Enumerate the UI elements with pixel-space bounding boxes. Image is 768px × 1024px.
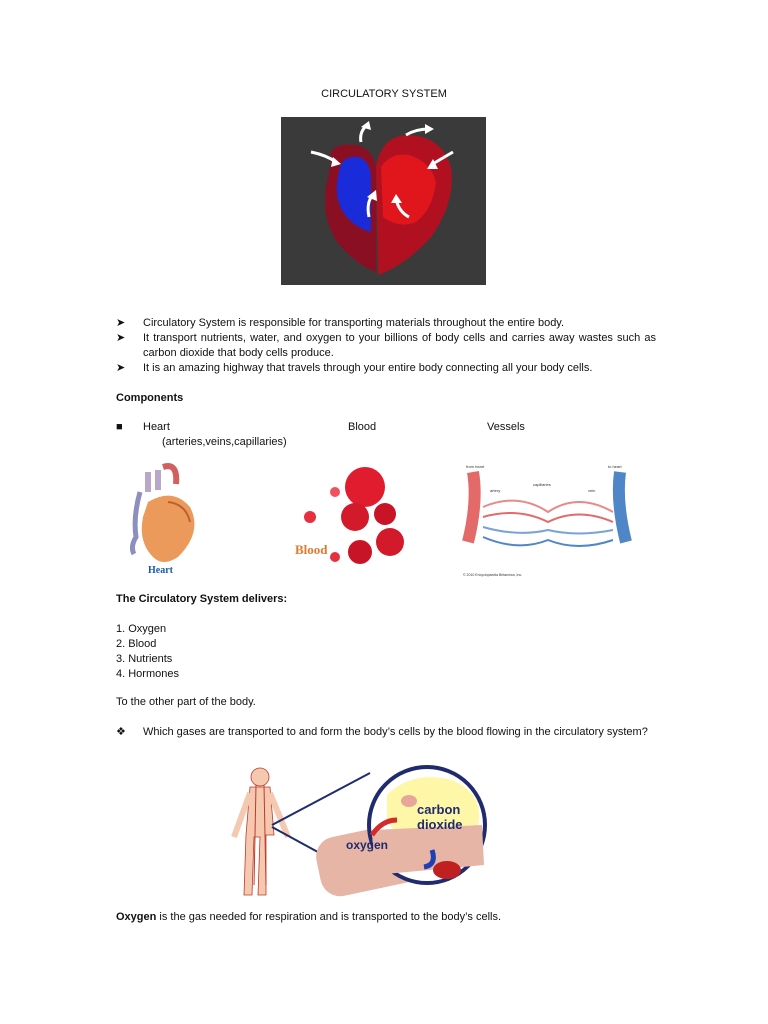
gas-exchange-image [222, 765, 504, 905]
list-item: 3. Nutrients [116, 653, 173, 665]
dioxide-label: dioxide [417, 817, 463, 832]
vessels-capillaries-label: capillaries [533, 482, 551, 487]
conclusion-bold: Oxygen [116, 911, 157, 923]
intro-bullet-list [116, 316, 656, 376]
heart-image [118, 462, 208, 580]
heart-diagram-image [281, 117, 486, 285]
conclusion-rest: is the gas needed for respiration and is transported to the body’s cells. [156, 911, 502, 923]
arrow-bullet-icon: ➤ [116, 317, 126, 329]
blood-image [290, 462, 410, 572]
vessels-from-heart-label: from heart [466, 464, 485, 469]
vessels-to-heart-label: to heart [608, 464, 622, 469]
vessels-note: (arteries,veins,capillaries) [162, 436, 287, 448]
arrow-bullet-icon: ➤ [116, 362, 126, 374]
vessels-copyright: © 2010 Encyclopaedia Britannica, Inc. [463, 573, 523, 577]
page-title: CIRCULATORY SYSTEM [321, 88, 447, 100]
delivers-heading: The Circulatory System delivers: [116, 593, 288, 605]
vessels-artery-label: artery [490, 488, 501, 493]
bullet-item: ➤ Circulatory System is responsible for transporting materials throughout the entire body. [116, 317, 565, 329]
list-item: 4. Hormones [116, 668, 179, 680]
arrow-bullet-icon: ➤ [116, 332, 126, 344]
question-item: ❖ Which gases are transported to and form the body’s cells by the blood flowing in the circulatory system? [116, 726, 648, 738]
component-vessels: Vessels [487, 421, 525, 433]
components-row [116, 421, 636, 451]
oxygen-label: oxygen [346, 838, 389, 852]
square-bullet-icon: ■ [116, 421, 123, 433]
carbon-label: carbon [417, 802, 461, 817]
heart-image-label: Heart [148, 565, 173, 576]
vessels-image [458, 462, 638, 580]
list-item: 2. Blood [116, 638, 157, 650]
conclusion-text [116, 911, 501, 923]
blood-image-label: Blood [295, 542, 328, 557]
bullet-item: ➤ It is an amazing highway that travels through your entire body connecting all your body cells. [116, 362, 593, 374]
list-item: 1. Oxygen [116, 623, 167, 635]
delivers-list [116, 622, 179, 682]
question-block [116, 725, 656, 740]
vessels-vein-label: vein [588, 488, 596, 493]
bullet-item: ➤ It transport nutrients, water, and oxygen to your billions of body cells and carries away wastes such as carbon dioxide that body cells produce. [116, 332, 656, 359]
diamond-bullet-icon: ❖ [116, 726, 126, 738]
component-blood: Blood [348, 421, 377, 433]
delivers-footer: To the other part of the body. [116, 696, 256, 708]
component-heart: Heart [143, 421, 170, 433]
components-heading: Components [116, 392, 184, 404]
